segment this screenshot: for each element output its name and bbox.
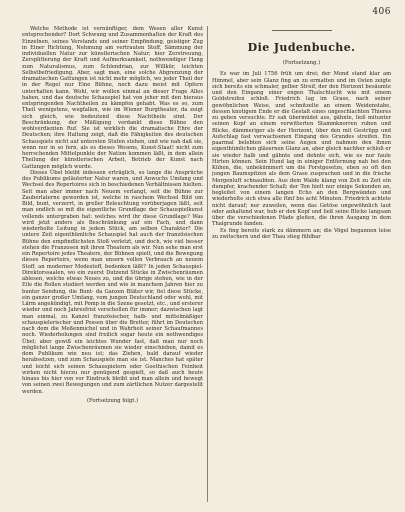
right-column xyxy=(212,26,391,502)
article-subtitle: (Fortsetzung.) xyxy=(282,60,321,66)
page-body xyxy=(22,26,391,502)
left-column xyxy=(22,26,203,502)
column-divider xyxy=(207,26,208,502)
left-paragraph-1: Welche Methode ist vernünftiger, dem Wesen aller Kunst entsprechender? Dort Schwung und Zusammenhalten der Kraft des Einzelnen, seines Verstands und seiner Empfindung, geistiger Zug in Einer Richtung, Nehmung am vertrauten Stoff, Sämmung der individuellen Natur zur künstlerischen Natur; hier Zerstreuung, Zersplitterung der Kraft und Aufmerksamkeit, nothwendiger Hang zum Naturalismus, zum Schlendrian, zur Willkür, leichten Selbstbefriedigung. Aber, sagt man, eine solche Abgrenzung der dramatischen Gattungen ist nicht mehr möglich, wo jeder Theil der in der Regel nur Eine Bühne, noch dazu meist mit Opfern unterhalten kann. Wohl, wir wollen einmal an dieser Frage Alles haben, und das deutsche Schauspiel hat von jeher mit den hieraus entspringenden Nachtheilen zu kämpfen gehabt. Was es so, zum Theil wenigstens, wegfallen, wie im Wiener Burgtheater, da zeigt sich gleich, wie bedeutend diese Nachtheile sind. Der Beschränkung, der Mäßigung verdankt diese Bühne den wohlverdienten Ruf. Sie ist wirklich die dramatische Ehre der Deutschen; ihre Haltung zeigt, daß die Fähigkeiten des deutschen Schauspiels nicht auf untersten Stufen stehen, und wie nah daß sie, wenn nur in so fern, als es dieses Wesens, Kunst-Staat! nicht zum herrschenden Mittelpunkte der Nation kommen läßt, in dem allein Theilung der künstlerischen Arbeit, Betrieb der Kunst nach Gattungen möglich wurde. xyxy=(22,26,203,170)
right-paragraph-2: Es fing bereits stark zu dämmern an; die Vögel begannen leise zu zwitschern und der Thau stieg fühlbar xyxy=(212,227,391,240)
right-paragraph-1: Es war im Juli 1756 früh um drei; der Mond stand klar am Himmel, aber sein Glanz fing an zu ermatten und im Osten zeigte sich bereits ein schmaler, gelber Streif, der den Horizont besäumte und den Eingang einer engen Thalschlucht wie mit einem Goldstreifen schloß. Friedrich lag im Grase, nach seiner gewöhnlichen Weise, und schnitzelte an einem Weidenstabe, dessen knotigem Ende er die Gestalt eines ungeschlachten Thieres zu geben versuchte. Er sah übermüdet aus, gähnte, ließ mitunter seinen Kopf an einem verwitterten Stammknorren ruhen und Blicke, dämmeriger als der Horizont, über den mit Gestrüpp und Aufschlag fast verwachsenen Eingang des Grundes streifen. Ein paarmal belebten sich seine Augen und nahmen den ihnen eigenthümlichen gläsernen Glanz an, aber gleich nachher schloß er sie wieder halb und gähnte und dehnte sich, wie es nur faule Hirten können. Sein Hund lag in einiger Entfernung nah bei den Kühen, die, unbekümmert um die Forstgesetze, eben so oft den jungen Baumspitzen als dem Grase zusprachen und in die frische Morgenluft schnaubten. Aus dem Walde klang von Zeit zu Zeit ein dumpfer, krachender Schall; der Ton hielt nur einige Sekunden an, begleitet von einem langen Echo an den Bergwänden und wiederholte sich etwa alle fünf bis acht Minuten. Friedrich achtete nicht darauf; nur zuweilen, wenn das Getöse ungewöhnlich laut oder anhaltend war, hob er den Kopf und ließ seine Blicke langsam über die verschiedenen Pfade gleiten, die ihren Ausgang in dem Thalgrunde fanden. xyxy=(212,71,391,228)
left-paragraph-2: Dieses Übel bleibt indessen erträglich, so lange die Ansprüche des Publikums geläuterter Natur waren, und Anwuchs Umfang und Wechsel des Repertoires sich in beschiedenen Verhältnissen hielten. Seit man aber immer nach Neuem verlangt, seit die Bühne zur Zauberlaterne geworden ist, welche in raschem Wechsel Bild um Bild, bunt, verzerrt, in greller Beleuchtung vorüberjagen läßt, seit man endlich so mit die eigentliche Grundlage der Schauspielkunst vollends untergraben hat: welches wird ihr diese Grundlage? Was wird jetzt anders als Beschränkung auf ein Fach, und dann wiederholte Leitung in jedem Stück, am selben Charakter? Die untere Zeit eigenthümliche Schauspiel hat auch der französischen Bühne den empfindlichsten Stoß verletzt, und doch, wie viel besser stehen die Franzosen mit ihren Theatern als wir. Nun sehe man erst ein Repertoire jedes Theaters, der Bühnen spielt, und die Bewegung dieses Repertoirs, wenn man unsern vollen Verbrauch an neuem Stoff, an moderner Modestoff, bedenken läßt? In jeden Schauspiel-Direktorssaalen, wo ein zuerst Dutzend Stücke in Zwischenräumen ablesen, welche etwas Neues zu, und die übrige stehen, wie in der Eile die Rollen studiert werden und wie in manchem Jahren hier zu bunter Sendung, die Bunt- da Ganzen Bläter wir, fiel diese Stücke, ein ganzer großer Umfang, vom jungen Deutschland oder wohl, mit Lärm angekündigt, mit Pomp in die Szene gesetzt, etc., und ersterer wieder und noch Jahresfrist verschollen für immer; dazwischen lagt man einmal, zu Kanzel französischer, halb- und mittelmäßiger schauspielerischer und Possen über die Bretter, führt im Deutschen nach dem die Meßenmichel und in Wahrheit seiner Schaufmannes noch. Wiederholungen sind freilich sogar heute ein nothwendiges Übel; aber gewiß ein leichtes Wunder fast, daß man nur noch möglichst lange Zwischenräumen sie wieder einschieben, damit es dem Publikum wie neu ist; das Ziehen, bald darauf wieder herabsetzen, und zum Schauspiele man sie ist. Manches hat später und leicht sich seinen Schauspielern oder Goethischen Feinheit wirken nicht hierzu nur genügend gespielt, so daß auch heute hinaus bis hier von vor Eindruck bleibt und man allein und bewegt von seinen zwei Bewegungen und zum zärtlichen Nutzer dargestellt werden. xyxy=(22,169,203,395)
section-divider xyxy=(272,30,332,31)
page-number: 406 xyxy=(372,7,391,17)
continuation-note: (Fortsetzung folgt.) xyxy=(86,397,138,404)
article-title: Die Judenbuche. xyxy=(247,41,356,54)
